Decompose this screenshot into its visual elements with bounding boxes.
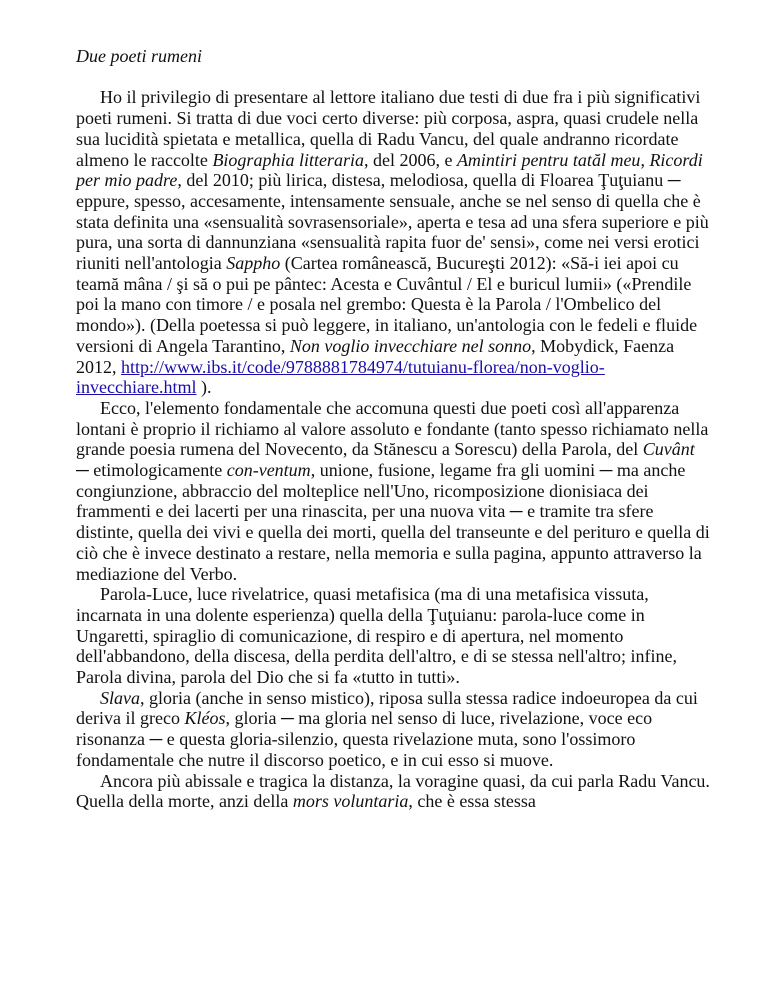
body-text: , del 2006, e <box>363 149 457 170</box>
italic-text: Slava <box>100 687 140 708</box>
document-body <box>76 87 712 812</box>
italic-text: Kléos <box>184 708 226 729</box>
body-text: , del 2010; più lirica, distesa, melodiosa, quella di Floarea Ţuţuianu ─ eppure, spesso, accesamente, intensamente sensuale, anche se nel senso di quella che è stata definita una «sensualità sovrasensoriale», aperta e tesa ad una sfera superiore e più pura, una sorta di dannunziana «sensualità rapita fuor de' sensi», come nei versi erotici riuniti nell'antologia <box>76 170 709 274</box>
paragraph <box>76 771 712 812</box>
paragraph <box>76 87 712 398</box>
body-text: Parola-Luce, luce rivelatrice, quasi metafisica (ma di una metafisica vissuta, incarnata in una dolente esperienza) quella della Ţuţuianu: parola-luce come in Ungaretti, spiraglio di comunicazione, di respiro e di apertura, nel momento dell'abbandono, della discesa, della perdita dell'altro, e di se stessa nell'altro; infine, Parola divina, parola del Dio che si fa «tutto in tutti». <box>76 584 678 688</box>
body-text: , <box>640 149 650 170</box>
body-text: Ancora più abissale e tragica la distanza, la voragine quasi, da cui parla Radu Vancu. Quella della morte, anzi della <box>76 770 710 812</box>
body-text: ─ etimologicamente <box>76 460 227 481</box>
paragraph <box>76 688 712 771</box>
italic-text: Non voglio invecchiare nel sonno <box>289 335 532 356</box>
document-page <box>76 46 712 812</box>
italic-text: Ricordi per mio padre <box>76 149 703 191</box>
body-text: , gloria ─ ma gloria nel senso di luce, rivelazione, voce eco risonanza ─ e questa gloria-silenzio, questa rivelazione muta, sono l'ossimoro fondamentale che nutre il discorso poetico, e in cui esso si muove. <box>76 708 653 770</box>
italic-text: con-ventum <box>226 460 311 481</box>
body-text: , che è essa stessa <box>408 791 536 812</box>
italic-text: Amintiri pentru tatăl meu <box>456 149 641 170</box>
body-text: , unione, fusione, legame fra gli uomini ─ ma anche congiunzione, abbraccio del molteplice nell'Uno, ricomposizione dionisiaca dei frammenti e dei lacerti per una rinascita, per una nuova vita ─ e tramite tra sfere distinte, quella dei vivi e quella dei morti, quella del transeunte e del perituro e quella di ciò che è invece destinato a restare, nella memoria e sulla pagina, appunto attraverso la mediazione del Verbo. <box>76 460 710 584</box>
italic-text: mors voluntaria <box>292 791 409 812</box>
body-text: Ho il privilegio di presentare al lettore italiano due testi di due fra i più significativi poeti rumeni. Si tratta di due voci certo diverse: più corposa, aspra, quasi crudele nella sua lucidità spietata e metallica, quella di Radu Vancu, del quale andranno ricordate almeno le raccolte <box>76 87 701 170</box>
italic-text: Cuvânt <box>642 439 695 460</box>
body-text: , gloria (anche in senso mistico), riposa sulla stessa radice indoeuropea da cui deriva il greco <box>76 687 698 729</box>
italic-text: Sappho <box>226 253 281 274</box>
document-title: Due poeti rumeni <box>76 46 202 66</box>
body-text: , Mobydick, Faenza 2012, <box>76 335 675 377</box>
body-text: (Cartea românească, Bucureşti 2012): «Să-i iei apoi cu teamă mâna / şi să o pui pe pântec: Acesta e Cuvântul / El e buricul lumii» («Prendile poi la mano con timore / e posala nel grembo: Questa è la Parola / l'Ombelico del mondo»). (Della poetessa si può leggere, in italiano, un'antologia con le fedeli e fluide versioni di Angela Tarantino, <box>76 253 698 356</box>
paragraph <box>76 584 712 688</box>
paragraph <box>76 398 712 584</box>
italic-text: Biographia litteraria <box>212 149 364 170</box>
body-text: ). <box>196 377 212 398</box>
url-link[interactable]: http://www.ibs.it/code/9788881784974/tutuianu-florea/non-voglio-invecchiare.html <box>76 356 605 398</box>
body-text: Ecco, l'elemento fondamentale che accomuna questi due poeti così all'apparenza lontani è proprio il richiamo al valore assoluto e fondante (tanto spesso richiamato nella grande poesia rumena del Novecento, da Stănescu a Sorescu) della Parola, del <box>76 397 709 460</box>
